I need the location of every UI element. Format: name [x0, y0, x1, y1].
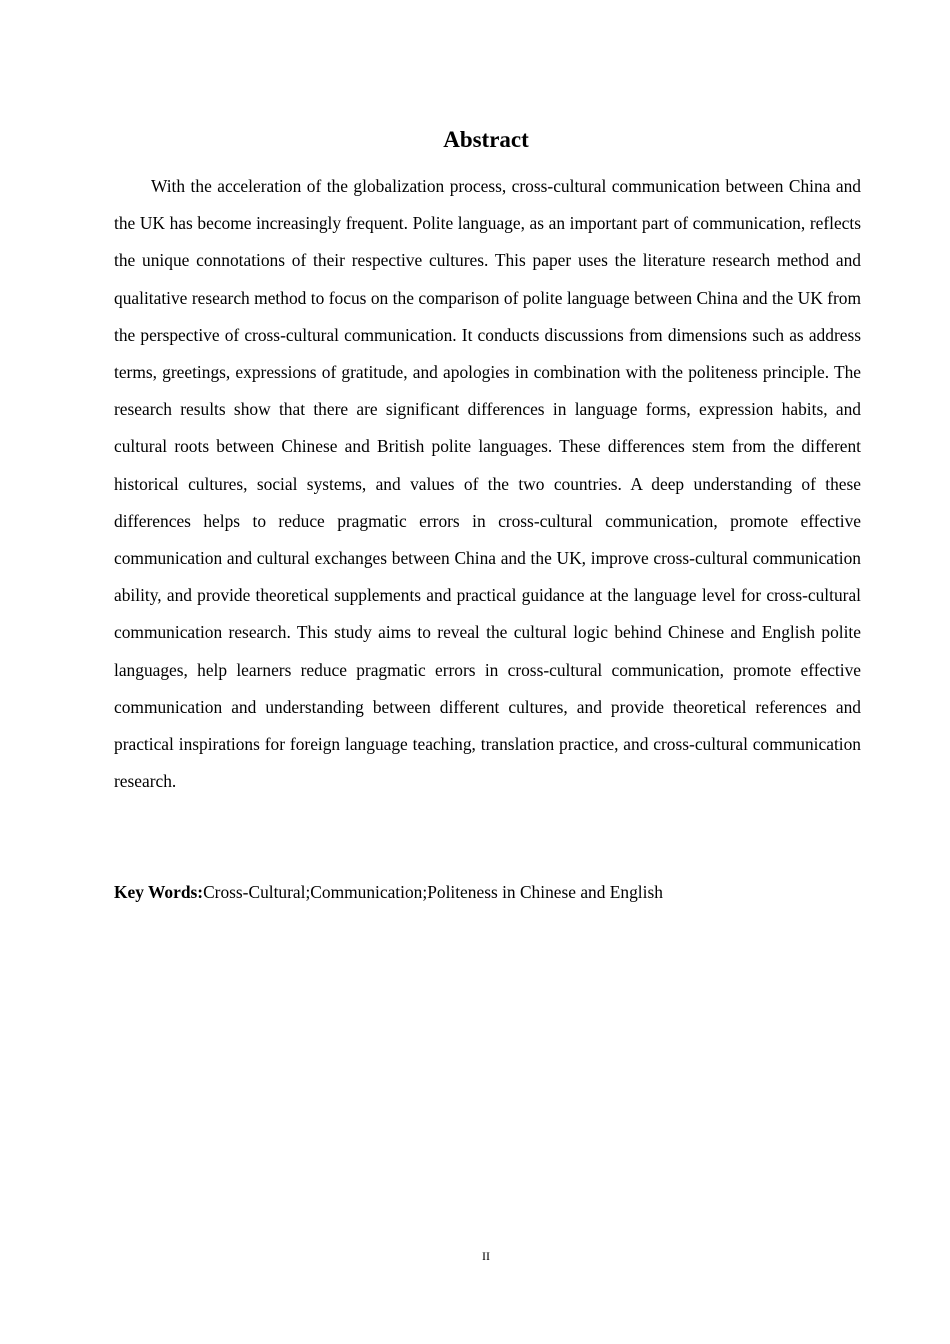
- abstract-paragraph: With the acceleration of the globalization process, cross-cultural communication between China and the UK has become increasingly frequent. Polite language, as an important part of communication, reflects the unique connotations of their respective cultures. This paper uses the literature research method and qualitative research method to focus on the comparison of polite language between China and the UK from the perspective of cross-cultural communication. It conducts discussions from dimensions such as address terms, greetings, expressions of gratitude, and apologies in combination with the politeness principle. The research results show that there are significant differences in language forms, expression habits, and cultural roots between Chinese and British polite languages. These differences stem from the different historical cultures, social systems, and values of the two countries. A deep understanding of these differences helps to reduce pragmatic errors in cross-cultural communication, promote effective communication and cultural exchanges between China and the UK, improve cross-cultural communication ability, and provide theoretical supplements and practical guidance at the language level for cross-cultural communication research. This study aims to reveal the cultural logic behind Chinese and English polite languages, help learners reduce pragmatic errors in cross-cultural communication, promote effective communication and understanding between different cultures, and provide theoretical references and practical inspirations for foreign language teaching, translation practice, and cross-cultural communication research.: [114, 176, 861, 792]
- keywords-line: [114, 876, 861, 908]
- page-number: II: [482, 1249, 490, 1263]
- abstract-title: Abstract: [443, 127, 529, 152]
- keywords-value: Cross-Cultural;Communication;Politeness in Chinese and English: [203, 882, 663, 902]
- keywords-label: Key Words:: [114, 882, 204, 902]
